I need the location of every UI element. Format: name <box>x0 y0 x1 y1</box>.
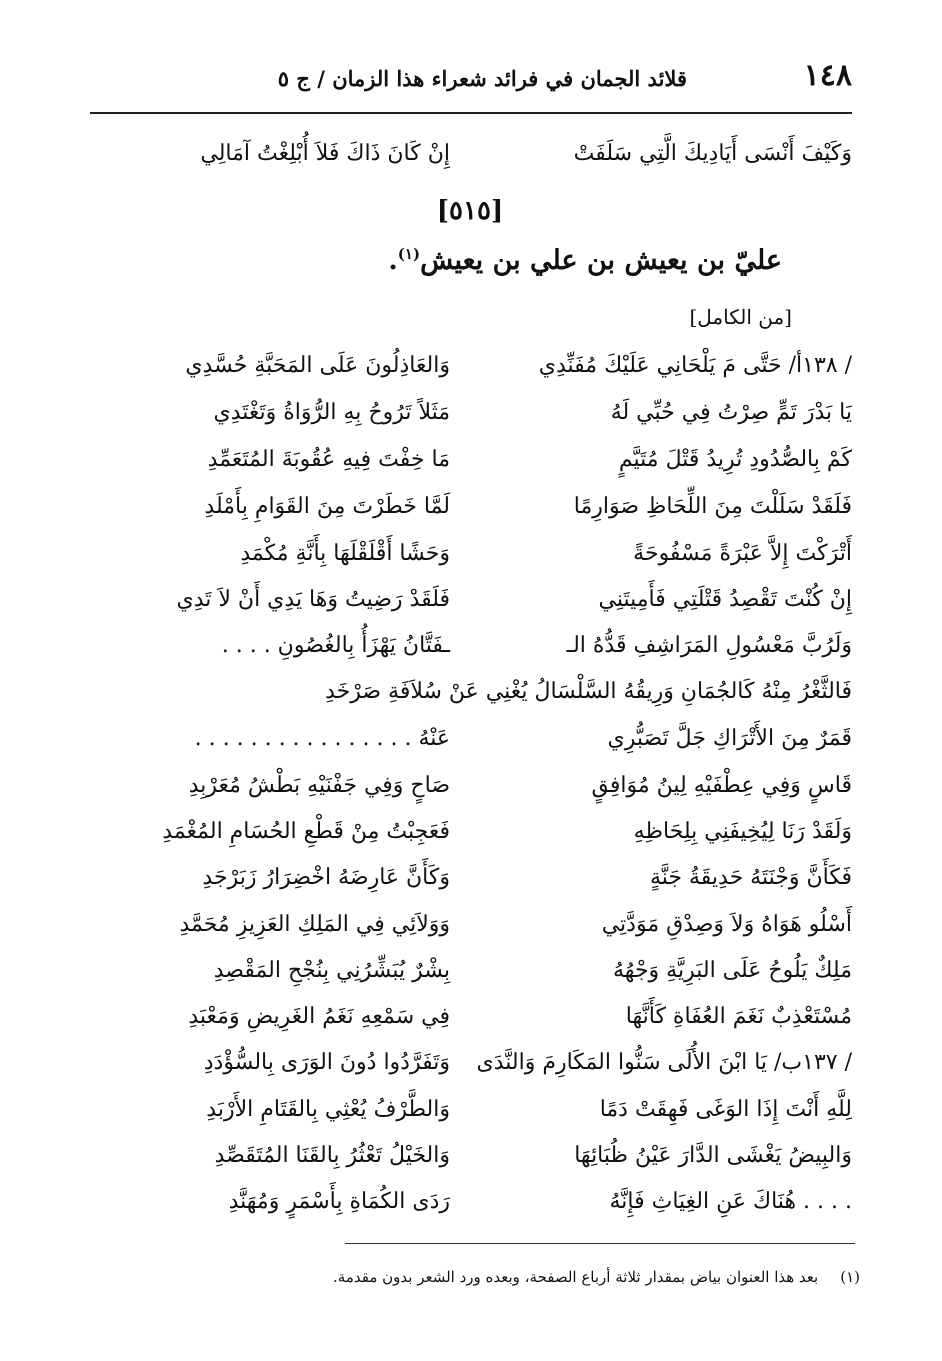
verse-second-hemistich: فَعَجِبْتُ مِنْ قَطْعِ الحُسَامِ المُغْمَدِ <box>162 819 450 844</box>
verse-line <box>90 812 852 856</box>
verse-first-hemistich: . . . . هُنَاكَ عَنِ الغِيَاثِ فَإِنَّهُ <box>609 1189 852 1214</box>
top-verse <box>90 134 852 178</box>
verse-full-line: فَالثَّغْرُ مِنْهُ كَالجُمَانِ وَرِيقُهُ السَّلْسَالُ يُغْنِي عَنْ سُلاَفَةِ صَرْخَدِ <box>325 679 852 704</box>
verse-second-hemistich: فَلَقَدْ رَضِيتُ وَهَا يَدِي أَنْ لاَ تَدِي <box>176 587 450 612</box>
poet-heading-tail: . <box>388 245 398 276</box>
verse-second-hemistich: بِشْرٌ يُبَشِّرُنِي بِنُجْحِ المَقْصِدِ <box>213 958 450 983</box>
verse-second-hemistich: وَالخَيْلُ تَعْثُرُ بِالقَنَا المُتَقَصِّدِ <box>214 1143 450 1168</box>
poetic-meter: [من الكامل] <box>689 305 792 329</box>
verse-second-hemistich: مَا خِفْتَ فِيهِ عُقُوبَةَ المُتَعَمِّدِ <box>207 447 450 472</box>
verse-first-hemistich: أَسْلُو هَوَاهُ وَلاَ وَصِدْقِ مَوَدَّتِي <box>601 912 852 937</box>
verse-line <box>90 719 852 763</box>
verse-first-hemistich: / ١٣٧ب/ يَا ابْنَ الأُلَى سَنُّوا المَكَارِمَ وَالنَّدَى <box>476 1050 852 1075</box>
verse-line <box>90 1090 852 1134</box>
verse-line <box>90 393 852 437</box>
verse-second-hemistich: وَتَفَرَّدُوا دُونَ الوَرَى بِالسُّؤْدَدِ <box>203 1050 450 1075</box>
verse-line <box>90 580 852 624</box>
verse-first-hemistich: / ١٣٨أ/ حَتَّى مَ يَلْحَانِي عَلَيْكَ مُفَنِّدِي <box>538 353 852 378</box>
running-title: قلائد الجمان في فرائد شعراء هذا الزمان / ج ٥ <box>277 66 687 91</box>
verse-first-hemistich: وَكَيْفَ أَنْسَى أَيَادِيكَ الَّتِي سَلَفَتْ <box>573 141 852 166</box>
verse-second-hemistich: وَالطَّرْفُ يُعْثِي بِالقَتَامِ الأَرْبَدِ <box>206 1097 450 1122</box>
verse-first-hemistich: مَلِكٌ يَلُوحُ عَلَى البَرِيَّةِ وَجْهُهُ <box>613 958 852 983</box>
footnote-text: بعد هذا العنوان بياض بمقدار ثلاثة أرباع الصفحة، وبعده ورد الشعر بدون مقدمة. <box>333 1268 819 1286</box>
verse-first-hemistich: قَاسٍ وَفِي عِطْفَيْهِ لِينُ مُوَافِقٍ <box>591 773 852 798</box>
footnote-divider <box>345 1243 855 1244</box>
verse-first-hemistich: قَمَرٌ مِنَ الأَتْرَاكِ جَلَّ تَصَبُّرِي <box>607 726 852 751</box>
page-number: ١٤٨ <box>803 58 852 93</box>
section-number: [٥١٥] <box>436 196 504 226</box>
verse-line <box>90 766 852 810</box>
verse-first-hemistich: وَلَرُبَّ مَعْسُولِ المَرَاشِفِ قَدُّهُ الـ <box>566 633 852 658</box>
verse-line <box>90 1043 852 1087</box>
verse-first-hemistich: يَا بَدْرَ تَمٍّ صِرْتُ فِي حُبِّي لَهُ <box>610 400 852 425</box>
verse-first-hemistich: مُسْتَعْذِبٌ نَغَمَ العُفَاةِ كَأَنَّهَا <box>625 1004 852 1029</box>
verse-second-hemistich: وَوَلاَئِي فِي المَلِكِ العَزِيزِ مُحَمَّدِ <box>179 912 450 937</box>
verse-line <box>90 534 852 578</box>
verse-line <box>90 905 852 949</box>
verse-first-hemistich: فَلَقَدْ سَلَلْتَ مِنَ اللِّحَاظِ صَوَارِمًا <box>573 494 852 519</box>
verse-first-hemistich: إِنْ كُنْتَ تَقْصِدُ قَتْلَتِي فَأَمِيتَنِي <box>598 587 852 612</box>
verse-second-hemistich: رَدَى الكُمَاةِ بِأَسْمَرٍ وَمُهَنَّدِ <box>228 1189 450 1214</box>
verse-first-hemistich: وَلَقَدْ رَنَا لِيُخِيفَنِي بِلِحَاظِهِ <box>633 819 852 844</box>
verse-second-hemistich: لَمَّا خَطَرْتَ مِنَ القَوَامِ بِأَمْلَدِ <box>204 494 450 519</box>
verse-first-hemistich: كَمْ بِالصُّدُودِ تُرِيدُ قَتْلَ مُتَيَّمٍ <box>618 447 852 472</box>
verse-line <box>90 440 852 484</box>
verse-second-hemistich: إِنْ كَانَ ذَاكَ فَلاَ أُبْلِغْتُ آمَالِي <box>200 141 450 166</box>
verse-second-hemistich: عَنْهُ . . . . . . . . . . . . . . . . <box>194 726 450 751</box>
poet-name: عليّ بن يعيش بن علي بن يعيش <box>420 245 782 276</box>
verse-line <box>90 997 852 1041</box>
verse-line-full <box>90 672 852 716</box>
verse-line <box>90 1182 852 1226</box>
verse-second-hemistich: صَاحٍ وَفِي جَفْنَيْهِ بَطْشُ مُعَرْبِدِ <box>188 773 450 798</box>
verse-second-hemistich: مَثَلاً تَرُوحُ بِهِ الرُّوَاةُ وَتَغْتَدِي <box>213 400 450 425</box>
verse-first-hemistich: وَالبِيضُ يَغْشَى الدَّارَ عَيْنُ ظُبَائِهَا <box>574 1143 852 1168</box>
verse-second-hemistich: وَالعَاذِلُونَ عَلَى المَحَبَّةِ حُسَّدِي <box>185 353 450 378</box>
verse-second-hemistich: وَحَشًا أَقْلَقْلَهَا بِأَنَّةِ مُكْمَدِ <box>240 541 450 566</box>
verse-second-hemistich: ـفَتَّانُ يَهْزَأُ بِالغُصُونِ . . . . <box>221 633 450 658</box>
verse-line <box>90 626 852 670</box>
verse-line <box>90 1136 852 1180</box>
verse-line <box>90 858 852 902</box>
verse-line <box>90 951 852 995</box>
poet-heading <box>388 245 782 276</box>
verse-line <box>90 487 852 531</box>
verse-line <box>90 346 852 390</box>
verse-first-hemistich: أَتْرَكْتَ إِلاَّ عَبْرَةً مَسْفُوحَةً <box>633 541 852 566</box>
verse-first-hemistich: فَكَأَنَّ وَجْنَتَهُ حَدِيقَةُ جَنَّةٍ <box>649 865 852 890</box>
header-rule <box>90 112 852 114</box>
footnote-reference[interactable]: (١) <box>397 245 421 263</box>
verse-first-hemistich: لِلَّهِ أَنْتَ إِذَا الوَغَى فَهِقَتْ دَمًا <box>599 1097 852 1122</box>
footnote <box>280 1268 860 1286</box>
footnote-number: (١) <box>840 1268 860 1286</box>
verse-second-hemistich: فِي سَمْعِهِ نَغَمُ الغَرِيضِ وَمَعْبَدِ <box>188 1004 450 1029</box>
verse-second-hemistich: وَكَأَنَّ عَارِضَهُ اخْضِرَارُ زَبَرْجَدِ <box>202 865 450 890</box>
page-header <box>90 58 852 114</box>
